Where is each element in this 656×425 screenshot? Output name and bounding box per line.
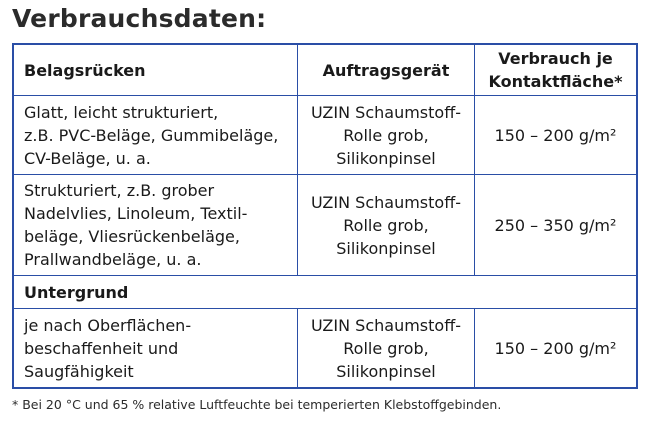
tool-line: Rolle grob, <box>343 338 429 358</box>
tool-line: Silikonpinsel <box>336 361 436 381</box>
footnote: * Bei 20 °C und 65 % relative Luftfeuchte bei temperierten Klebstoffgebinden. <box>12 397 502 412</box>
backing-cell <box>13 175 298 276</box>
backing-line: Prallwandbeläge, u. a. <box>24 250 202 269</box>
tool-cell <box>298 96 475 175</box>
header-tool: Auftragsgerät <box>298 44 475 96</box>
backing-line: z.B. PVC-Beläge, Gummibeläge, <box>24 125 279 145</box>
header-backing: Belagsrücken <box>13 44 298 96</box>
backing-cell <box>13 96 298 175</box>
tool-cell <box>298 309 475 389</box>
tool-line: UZIN Schaumstoff- <box>311 102 461 122</box>
backing-line: beläge, Vliesrückenbeläge, <box>24 227 240 246</box>
tool-line: UZIN Schaumstoff- <box>311 315 461 335</box>
backing-line: Glatt, leicht strukturiert, <box>24 102 219 122</box>
consumption-cell: 150 – 200 g/m² <box>475 96 638 175</box>
backing-line: Nadelvlies, Linoleum, Textil- <box>24 204 248 223</box>
tool-line: Rolle grob, <box>343 215 429 235</box>
tool-line: Silikonpinsel <box>336 238 436 258</box>
page-title: Verbrauchsdaten: <box>12 4 267 33</box>
backing-line: beschaffenheit und <box>24 338 179 358</box>
header-consumption-line: Verbrauch je <box>498 49 613 68</box>
section-row <box>13 276 637 309</box>
tool-line: Rolle grob, <box>343 125 429 145</box>
tool-line: Silikonpinsel <box>336 148 436 168</box>
backing-line: je nach Oberflächen- <box>24 315 192 335</box>
backing-cell <box>13 309 298 389</box>
consumption-cell: 150 – 200 g/m² <box>475 309 638 389</box>
tool-cell <box>298 175 475 276</box>
consumption-cell: 250 – 350 g/m² <box>475 175 638 276</box>
consumption-table <box>12 43 638 389</box>
backing-line: Saugfähigkeit <box>24 361 134 381</box>
table-header-row <box>13 44 637 96</box>
backing-line: Strukturiert, z.B. grober <box>24 181 215 200</box>
backing-line: CV-Beläge, u. a. <box>24 148 151 168</box>
header-consumption-line: Kontaktfläche* <box>488 72 623 91</box>
header-consumption <box>475 44 638 96</box>
table-row <box>13 309 637 389</box>
table-row <box>13 175 637 276</box>
tool-line: UZIN Schaumstoff- <box>311 192 461 212</box>
section-label: Untergrund <box>13 276 637 309</box>
table-row <box>13 96 637 175</box>
